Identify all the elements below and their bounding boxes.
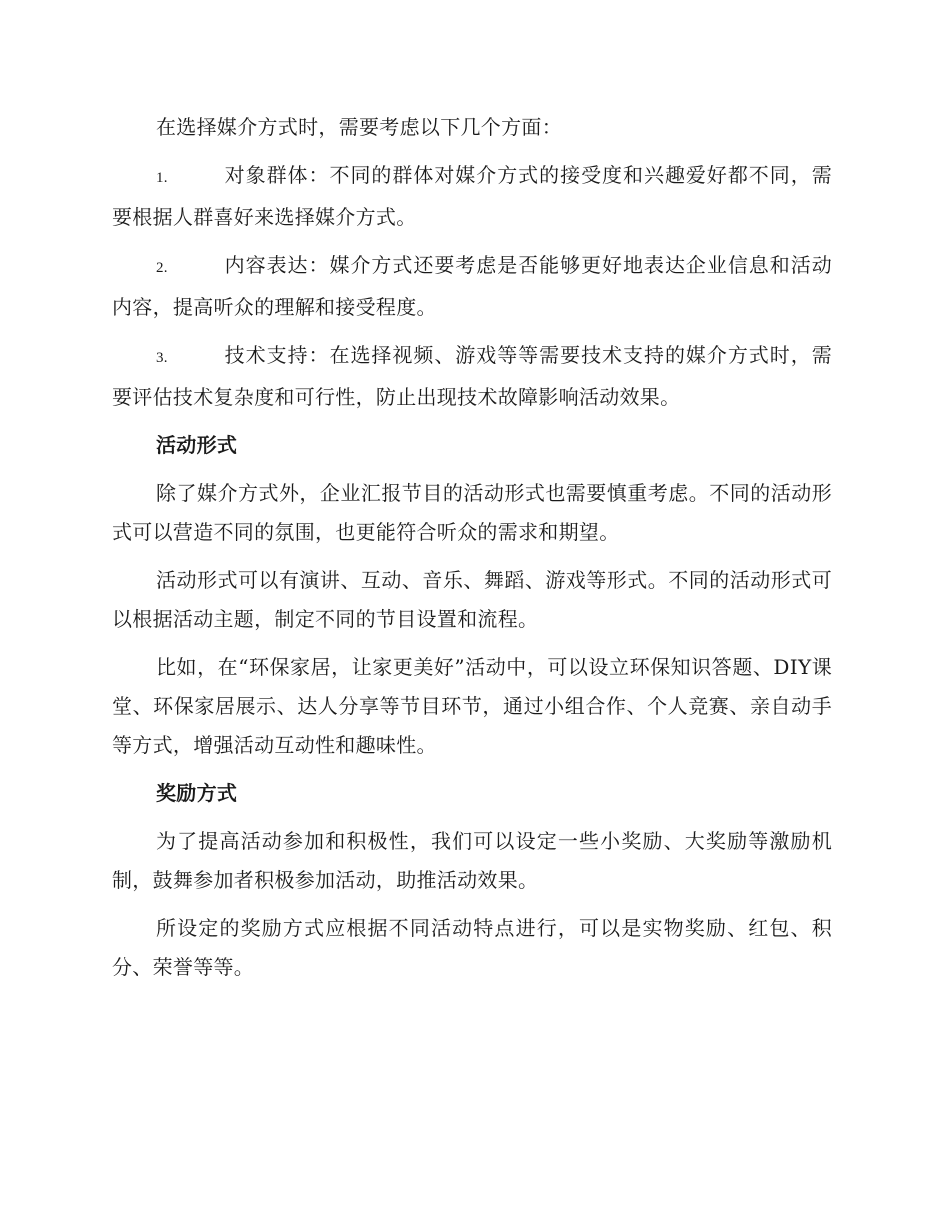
list-number: 1.	[156, 170, 168, 186]
list-item	[112, 246, 832, 327]
document-page	[112, 108, 832, 996]
body-paragraph: 所设定的奖励方式应根据不同活动特点进行，可以是实物奖励、红包、积分、荣誉等等。	[112, 916, 832, 979]
list-text: 对象群体：不同的群体对媒介方式的接受度和兴趣爱好都不同，需要根据人群喜好来选择媒介方式。	[112, 163, 832, 229]
section-heading-reward-method: 奖励方式	[156, 781, 238, 805]
body-paragraph: 活动形式可以有演讲、互动、音乐、舞蹈、游戏等形式。不同的活动形式可以根据活动主题，制定不同的节目设置和流程。	[112, 568, 832, 631]
body-paragraph: 为了提高活动参加和积极性，我们可以设定一些小奖励、大奖励等激励机制，鼓舞参加者积极参加活动，助推活动效果。	[112, 829, 832, 892]
list-item	[112, 336, 832, 417]
intro-paragraph: 在选择媒介方式时，需要考虑以下几个方面：	[156, 115, 562, 139]
list-text: 技术支持：在选择视频、游戏等等需要技术支持的媒介方式时，需要评估技术复杂度和可行性，防止出现技术故障影响活动效果。	[112, 343, 832, 409]
body-paragraph: 除了媒介方式外，企业汇报节目的活动形式也需要慎重考虑。不同的活动形式可以营造不同的氛围，也更能符合听众的需求和期望。	[112, 481, 832, 544]
list-text: 内容表达：媒介方式还要考虑是否能够更好地表达企业信息和活动内容，提高听众的理解和接受程度。	[112, 253, 832, 319]
list-number: 2.	[156, 260, 168, 276]
list-number: 3.	[156, 350, 168, 366]
list-item	[112, 156, 832, 237]
body-paragraph: 比如，在“环保家居，让家更美好”活动中，可以设立环保知识答题、DIY课堂、环保家居展示、达人分享等节目环节，通过小组合作、个人竞赛、亲自动手等方式，增强活动互动性和趣味性。	[112, 655, 832, 757]
section-heading-activity-format: 活动形式	[156, 433, 238, 457]
